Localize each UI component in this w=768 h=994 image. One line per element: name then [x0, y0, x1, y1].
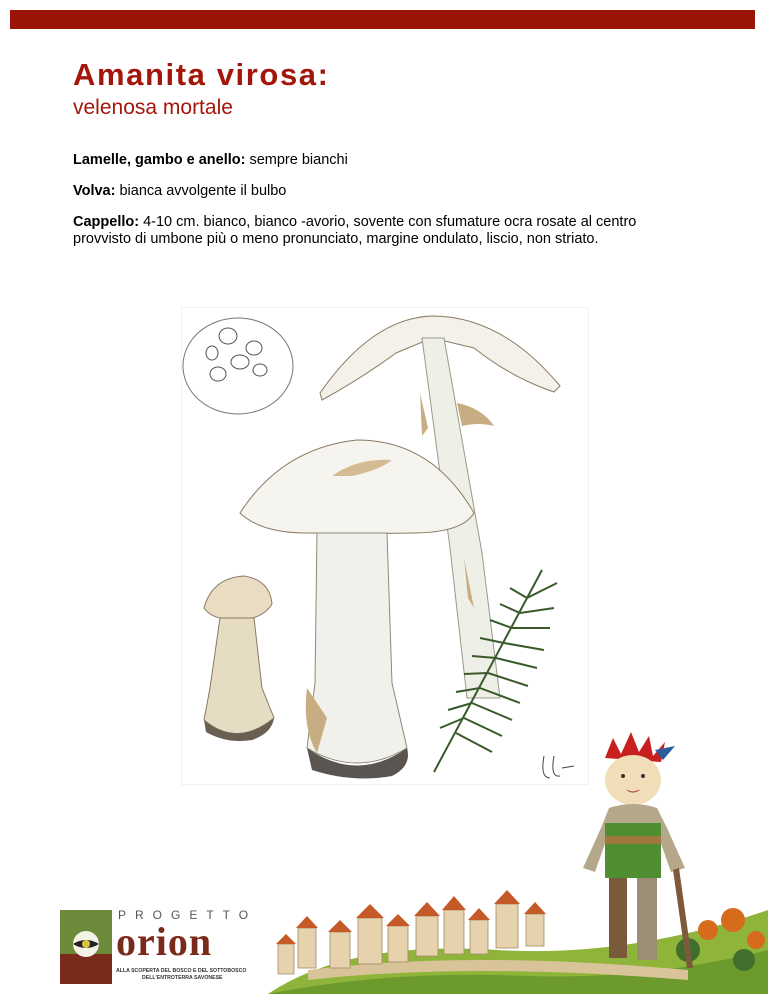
progetto-orion-logo [60, 910, 265, 988]
artist-signature [543, 756, 574, 778]
logo-word: PROGETTO [118, 908, 258, 922]
mushroom-illustration [182, 308, 588, 784]
detail-label: Cappello: [73, 214, 140, 230]
logo-emblem-icon [60, 910, 112, 984]
mascot-character-illustration [575, 728, 705, 973]
middle-mushroom-drawing [240, 440, 474, 778]
page-title: Amanita virosa: [73, 57, 330, 92]
spore-diagram [183, 318, 293, 414]
logo-name: orion [116, 919, 213, 964]
detail-volva [73, 183, 713, 200]
page-subtitle: velenosa mortale [73, 96, 233, 119]
logo-tagline: ALLA SCOPERTA DEL BOSCO E DEL SOTTOBOSCO [116, 968, 247, 974]
detail-text-continued: provvisto di umbone più o meno pronunciato, margine ondulato, liscio, non striato. [73, 231, 599, 247]
detail-text: sempre bianchi [249, 152, 348, 168]
top-banner-bar [10, 10, 755, 29]
logo-tagline-2: DELL'ENTROTERRA SAVONESE [142, 975, 223, 981]
detail-text: 4-10 cm. bianco, bianco -avorio, sovente con sfumature ocra rosate al centro [143, 214, 637, 230]
detail-lamelle [73, 152, 713, 169]
detail-label: Volva: [73, 183, 116, 199]
small-mushroom-drawing [204, 576, 274, 741]
detail-text: bianca avvolgente il bulbo [119, 183, 287, 199]
detail-label: Lamelle, gambo e anello: [73, 152, 246, 168]
detail-cappello [73, 214, 713, 248]
